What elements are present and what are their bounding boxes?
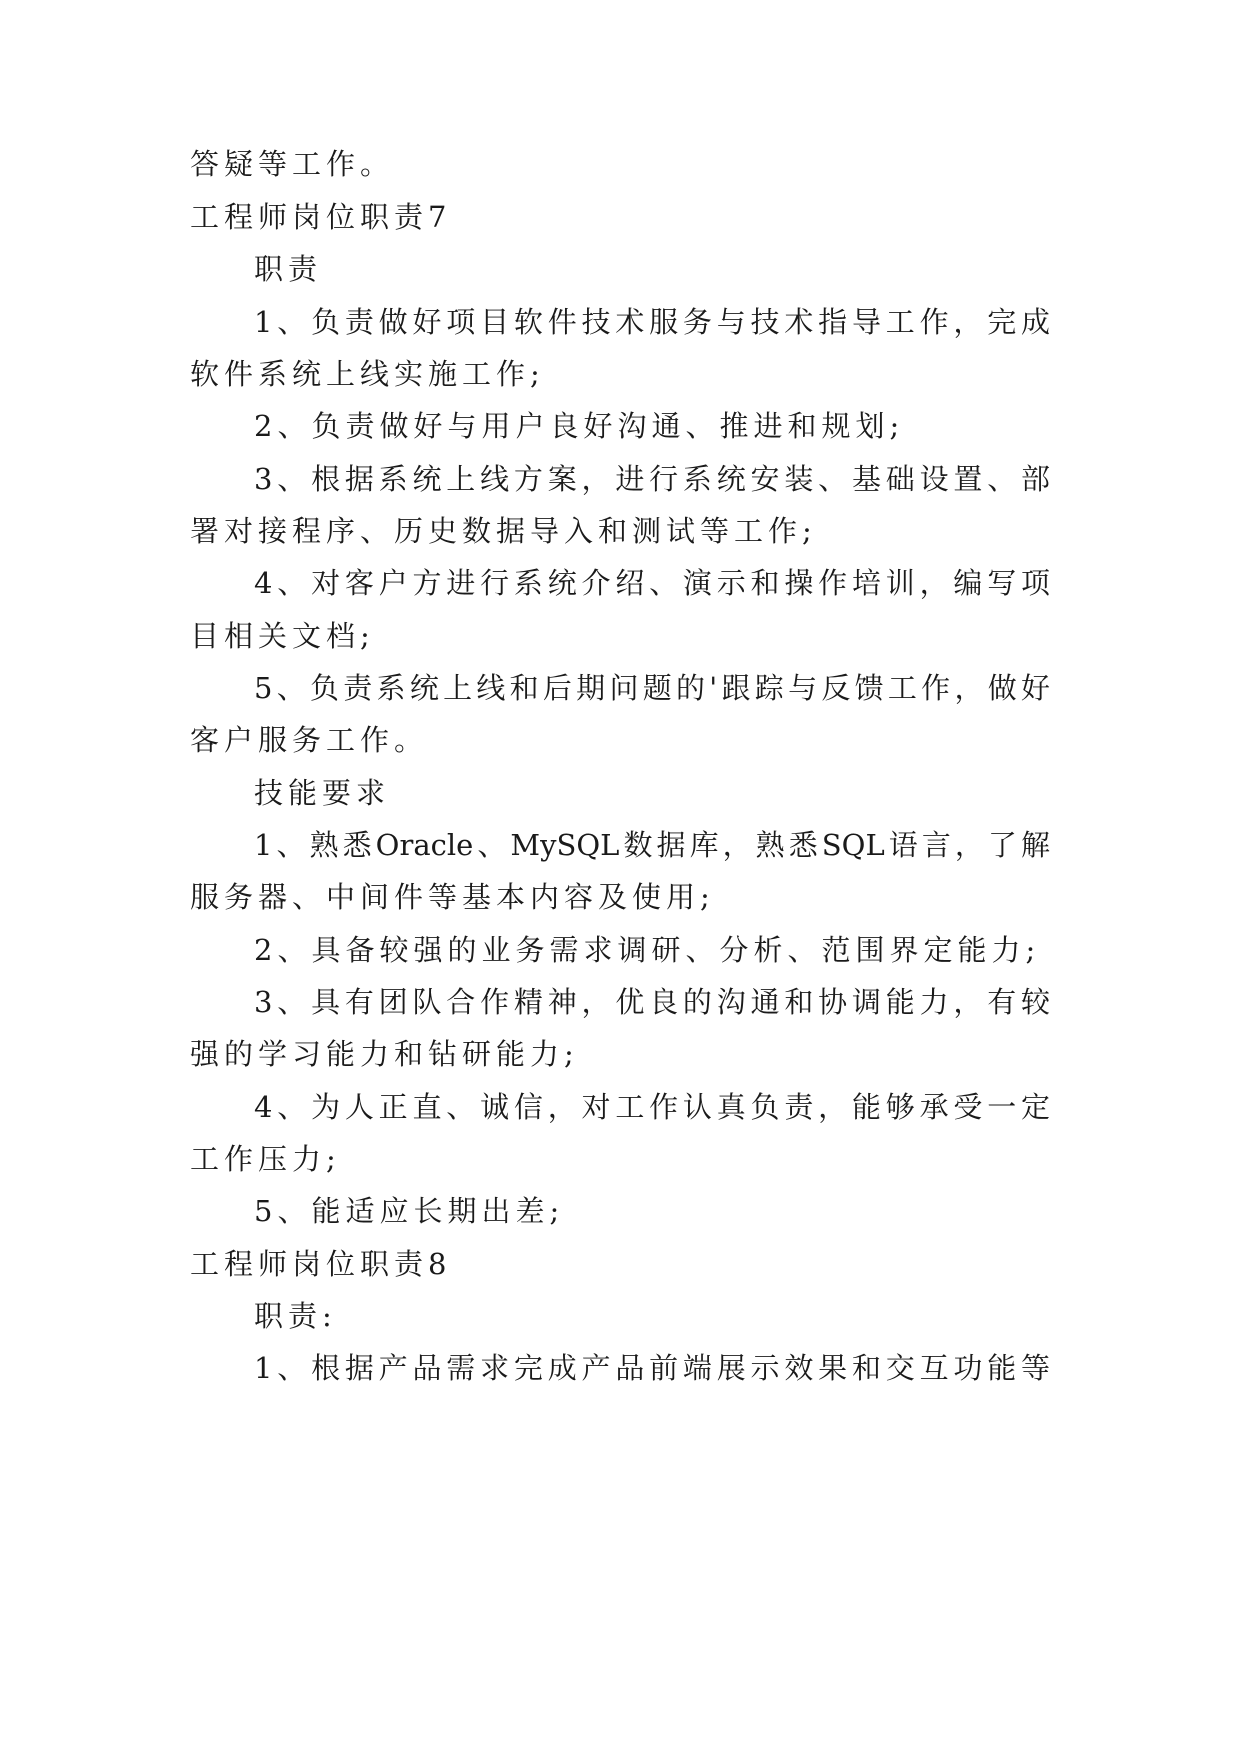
text-line: 5、负责系统上线和后期问题的'跟踪与反馈工作，做好 — [254, 671, 1050, 705]
section-heading: 工程师岗位职责8 — [190, 1247, 452, 1281]
text-line: 目相关文档; — [190, 619, 375, 653]
text-line: 工作压力; — [190, 1142, 341, 1176]
text-line: 3、具有团队合作精神，优良的沟通和协调能力，有较 — [254, 985, 1050, 1019]
text-line: 3、根据系统上线方案，进行系统安装、基础设置、部 — [254, 462, 1050, 496]
text-line: 1、熟悉Oracle、MySQL数据库，熟悉SQL语言，了解 — [254, 828, 1050, 862]
text-line: 答疑等工作。 — [190, 147, 395, 181]
text-line: 署对接程序、历史数据导入和测试等工作; — [190, 514, 817, 548]
text-line: 1、负责做好项目软件技术服务与技术指导工作，完成 — [254, 305, 1050, 339]
section-heading: 工程师岗位职责7 — [190, 200, 452, 234]
text-line: 5、能适应长期出差; — [254, 1194, 565, 1228]
text-line: 4、为人正直、诚信，对工作认真负责，能够承受一定 — [254, 1090, 1050, 1124]
text-line: 4、对客户方进行系统介绍、演示和操作培训，编写项 — [254, 566, 1050, 600]
subheading: 职责: — [254, 1299, 337, 1333]
text-line: 1、根据产品需求完成产品前端展示效果和交互功能等 — [254, 1351, 1050, 1385]
subheading: 技能要求 — [254, 776, 391, 810]
text-line: 2、具备较强的业务需求调研、分析、范围界定能力; — [254, 933, 1041, 967]
text-line: 服务器、中间件等基本内容及使用; — [190, 880, 715, 914]
text-line: 强的学习能力和钻研能力; — [190, 1037, 579, 1071]
text-line: 软件系统上线实施工作; — [190, 357, 545, 391]
text-line: 2、负责做好与用户良好沟通、推进和规划; — [254, 409, 905, 443]
subheading: 职责 — [254, 252, 323, 286]
text-line: 客户服务工作。 — [190, 723, 429, 757]
